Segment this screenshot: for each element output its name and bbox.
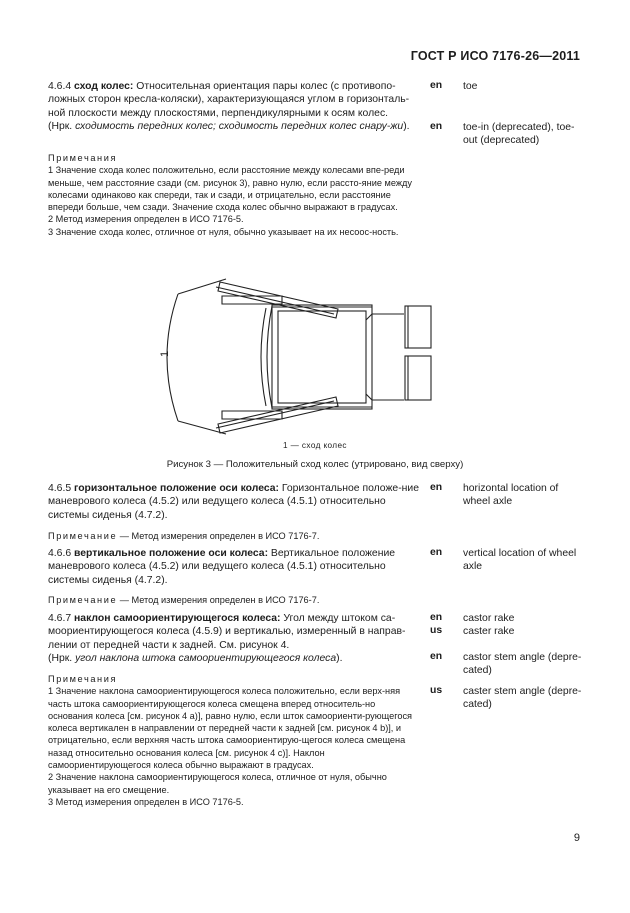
lang-code: us	[430, 685, 443, 696]
alt-suffix: ).	[403, 121, 410, 133]
backrest-curve	[267, 306, 272, 408]
definition-text: Относительная ориентация пары колес (с противопо-ложных сторон кресла-коляски), характеризующаяся углом в горизонталь-ной плоскости между плоскостями, перпендикулярными к осям колес.	[48, 81, 410, 119]
lang-code: en	[430, 612, 443, 623]
lang-code: en	[430, 121, 443, 132]
note-4-6-5	[48, 530, 420, 542]
note-item: 2 Значение наклона самоориентирующегося колеса, отличное от нуля, обычно указывает на его смещение.	[48, 772, 387, 795]
lang-code: en	[430, 651, 443, 662]
figure-legend: 1 — сход колес	[283, 441, 347, 450]
term: горизонтальное положение оси колеса:	[74, 483, 280, 494]
notes-heading: Примечания	[48, 153, 118, 163]
definition-4-6-7	[48, 612, 420, 666]
term: вертикальное положение оси колеса:	[74, 548, 269, 559]
note-text: — Метод измерения определен в ИСО 7176-7.	[119, 595, 320, 605]
definition-text: Угол между штоком са-моориентирующегося колеса (4.5.9) и вертикалью, измеренный в направ-лении от передней части к задней. См. рисунок 4.	[48, 613, 406, 651]
note-4-6-6	[48, 594, 420, 606]
footrest-top	[405, 306, 431, 348]
english-term: toe-in (deprecated), toe-out (deprecated)	[463, 122, 575, 147]
wheel-bottom	[216, 397, 338, 433]
definition-4-6-6	[48, 547, 420, 587]
english-term: caster stem angle (depre-cated)	[463, 686, 582, 711]
note-item: 2 Метод измерения определен в ИСО 7176-5.	[48, 214, 244, 225]
lang-code: us	[430, 625, 443, 636]
term: сход колес:	[74, 81, 134, 92]
lang-code: en	[430, 547, 443, 558]
alt-prefix: (Нрк.	[48, 653, 73, 665]
seat-frame	[272, 305, 372, 409]
clause-number: 4.6.7	[48, 613, 72, 624]
alt-suffix: ).	[336, 653, 343, 665]
deprecated-terms: сходимость передних колес; сходимость передних колес снару-жи	[75, 121, 404, 133]
note-label: Примечание	[48, 595, 118, 605]
english-term: caster rake	[463, 626, 515, 637]
footrest-bottom	[405, 356, 431, 400]
note-item: 3 Метод измерения определен в ИСО 7176-5.	[48, 796, 244, 807]
page-number: 9	[573, 832, 580, 844]
definition-text: Вертикальное положение маневрового колеса (4.5.2) или ведущего колеса (4.5.1) относительно системы сиденья (4.7.2).	[48, 548, 396, 586]
note-text: — Метод измерения определен в ИСО 7176-7.	[119, 531, 320, 541]
note-item: 3 Значение схода колес, отличное от нуля, обычно указывает на их несоос-ность.	[48, 226, 399, 237]
alt-prefix: (Нрк.	[48, 121, 73, 133]
dimension-label-1: 1	[159, 350, 171, 357]
note-label: Примечание	[48, 531, 118, 541]
deprecated-terms: угол наклона штока самоориентирующегося колеса	[75, 653, 337, 665]
definition-text: Горизонтальное положе-ние маневрового колеса (4.5.2) или ведущего колеса (4.5.1) относительно системы сиденья (4.7.2).	[48, 483, 419, 521]
lang-code: en	[430, 80, 443, 91]
clause-number: 4.6.4	[48, 81, 72, 92]
clause-number: 4.6.5	[48, 483, 72, 494]
wheel-top	[216, 282, 338, 318]
seat-inner	[278, 311, 366, 403]
english-term: castor stem angle (depre-cated)	[463, 652, 582, 677]
page-header: ГОСТ Р ИСО 7176-26—2011	[410, 49, 580, 63]
notes-heading: Примечания	[48, 674, 118, 684]
definition-4-6-5	[48, 482, 420, 522]
english-term: toe	[463, 81, 478, 92]
english-term: horizontal location of wheel axle	[463, 483, 559, 508]
english-term: castor rake	[463, 613, 515, 624]
clause-number: 4.6.6	[48, 548, 72, 559]
lang-code: en	[430, 482, 443, 493]
note-item: 1 Значение наклона самоориентирующегося колеса положительно, если верх-няя часть штока самоориентирующегося колеса смещена вперед относитель-но основания колеса [см. рисунок 4 а)], равно нулю, если шток самоориенти-рующегося колеса вертикален в направлении от передней части к задней [см. рисунок 4 b)], и отрицательно, если верхняя часть штока самоориентирую-щегося колеса смещена назад относительно основания колеса [см. рисунок 4 с)]. Наклон самоориентирующегося колеса обычно выражают в градусах.	[48, 686, 413, 771]
english-term: vertical location of wheel axle	[463, 548, 577, 573]
note-item: 1 Значение схода колес положительно, если расстояние между колесами впе-реди меньше, чем расстояние сзади (см. рисунок 3), равно нулю, если рассто-яние между колесами одинаково как спереди, так и сзади, и отрицательно, если расстояние впереди больше, чем сзади. Значение схода колес обычно выражают в градусах.	[48, 165, 412, 213]
term: наклон самоориентирующегося колеса:	[74, 613, 281, 624]
notes-4-6-7	[48, 673, 420, 808]
figure-caption: Рисунок 3 — Положительный сход колес (утрировано, вид сверху)	[166, 459, 464, 470]
